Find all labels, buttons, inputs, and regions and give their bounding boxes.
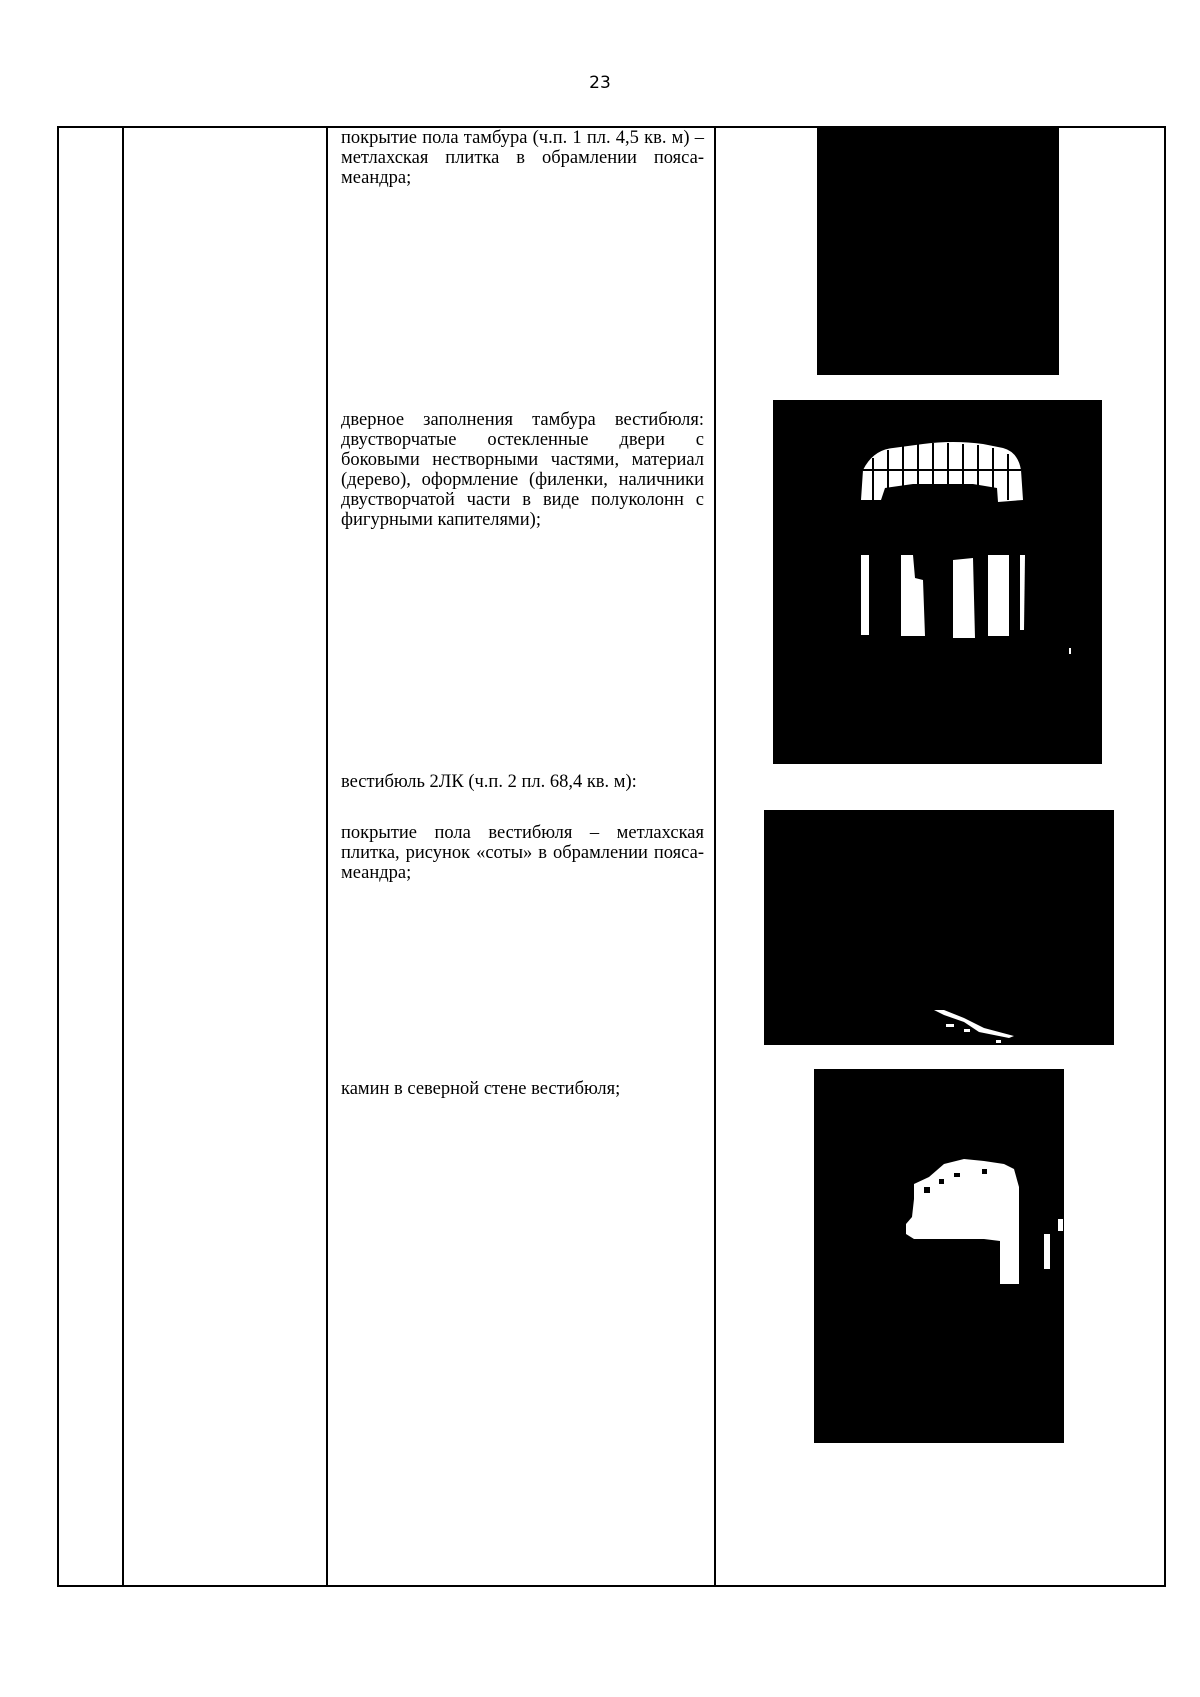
vestibule-door-photo [773, 400, 1102, 764]
fireplace-photo [814, 1069, 1064, 1443]
page-number: 23 [589, 73, 611, 93]
table-column-divider [122, 126, 124, 1587]
entry-text: дверное заполнения тамбура вестибюля: двустворчатые остекленные двери с боковыми нестворными частями, материал (дерево), оформление (филенки, наличники двустворчатой части в виде полуколонн с фигурными капителями); [341, 410, 704, 530]
table-column-divider [326, 126, 328, 1587]
entry-text: вестибюль 2ЛК (ч.п. 2 пл. 68,4 кв. м): [341, 772, 637, 792]
floor-tile-photo [817, 126, 1059, 375]
entry-text: камин в северной стене вестибюля; [341, 1079, 621, 1099]
entry-text: покрытие пола тамбура (ч.п. 1 пл. 4,5 кв. м) – метлахская плитка в обрамлении пояса-меандра; [341, 128, 704, 188]
table-column-divider [714, 126, 716, 1587]
entry-text: покрытие пола вестибюля – метлахская плитка, рисунок «соты» в обрамлении пояса-меандра; [341, 823, 704, 883]
honeycomb-floor-photo [764, 810, 1114, 1045]
